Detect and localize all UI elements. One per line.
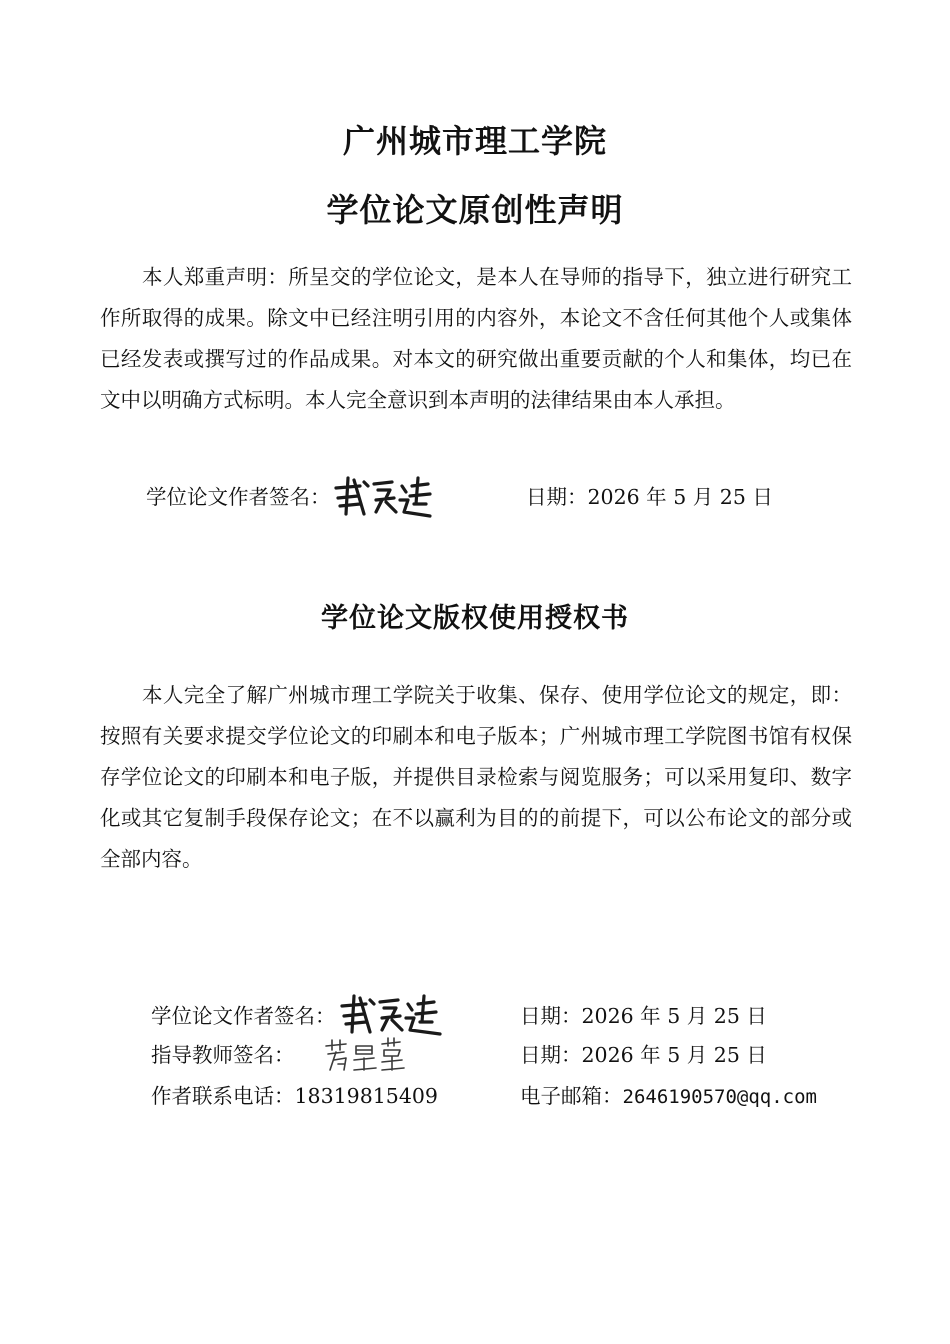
declaration-date-value: 2026 年 5 月 25 日 — [587, 485, 773, 509]
declaration-title: 学位论文原创性声明 — [326, 191, 624, 229]
advisor-date — [520, 1040, 767, 1070]
advisor-date-label: 日期： — [520, 1043, 582, 1067]
declaration-date-label — [526, 482, 773, 512]
school-title: 广州城市理工学院 — [342, 122, 607, 160]
authorization-author-date — [520, 1001, 767, 1031]
declaration-date-label-text: 日期： — [526, 485, 588, 509]
phone-row — [151, 1081, 438, 1111]
authorization-author-date-label: 日期： — [520, 1004, 582, 1028]
authorization-author-sign-label: 学位论文作者签名： — [151, 1004, 336, 1028]
authorization-title: 学位论文版权使用授权书 — [321, 603, 629, 634]
email-row — [520, 1081, 817, 1112]
email-value: 2646190570@qq.com — [622, 1086, 817, 1108]
advisor-sign-label: 指导教师签名： — [151, 1043, 295, 1067]
declaration-body: 本人郑重声明：所呈交的学位论文，是本人在导师的指导下，独立进行研究工作所取得的成果。除文中已经注明引用的内容外，本论文不含任何其他个人或集体已经发表或撰写过的作品成果。对本文的研究做出重要贡献的个人和集体，均已在文中以明确方式标明。本人完全意识到本声明的法律结果由本人承担。 — [100, 265, 852, 412]
author-signature-image — [330, 470, 440, 525]
authorization-body: 本人完全了解广州城市理工学院关于收集、保存、使用学位论文的规定，即：按照有关要求提交学位论文的印刷本和电子版本；广州城市理工学院图书馆有权保存学位论文的印刷本和电子版，并提供目录检索与阅览服务；可以采用复印、数字化或其它复制手段保存论文；在不以赢利为目的的前提下，可以公布论文的部分或全部内容。 — [100, 683, 852, 871]
phone-value: 18319815409 — [294, 1084, 438, 1108]
authorization-author-date-value: 2026 年 5 月 25 日 — [581, 1004, 767, 1028]
email-label: 电子邮箱： — [520, 1084, 623, 1108]
phone-label: 作者联系电话： — [151, 1084, 295, 1108]
author-signature-image-2 — [336, 988, 451, 1043]
declaration-author-sign-label: 学位论文作者签名： — [146, 485, 331, 509]
advisor-date-value: 2026 年 5 月 25 日 — [581, 1043, 767, 1067]
advisor-signature-image — [322, 1036, 412, 1078]
